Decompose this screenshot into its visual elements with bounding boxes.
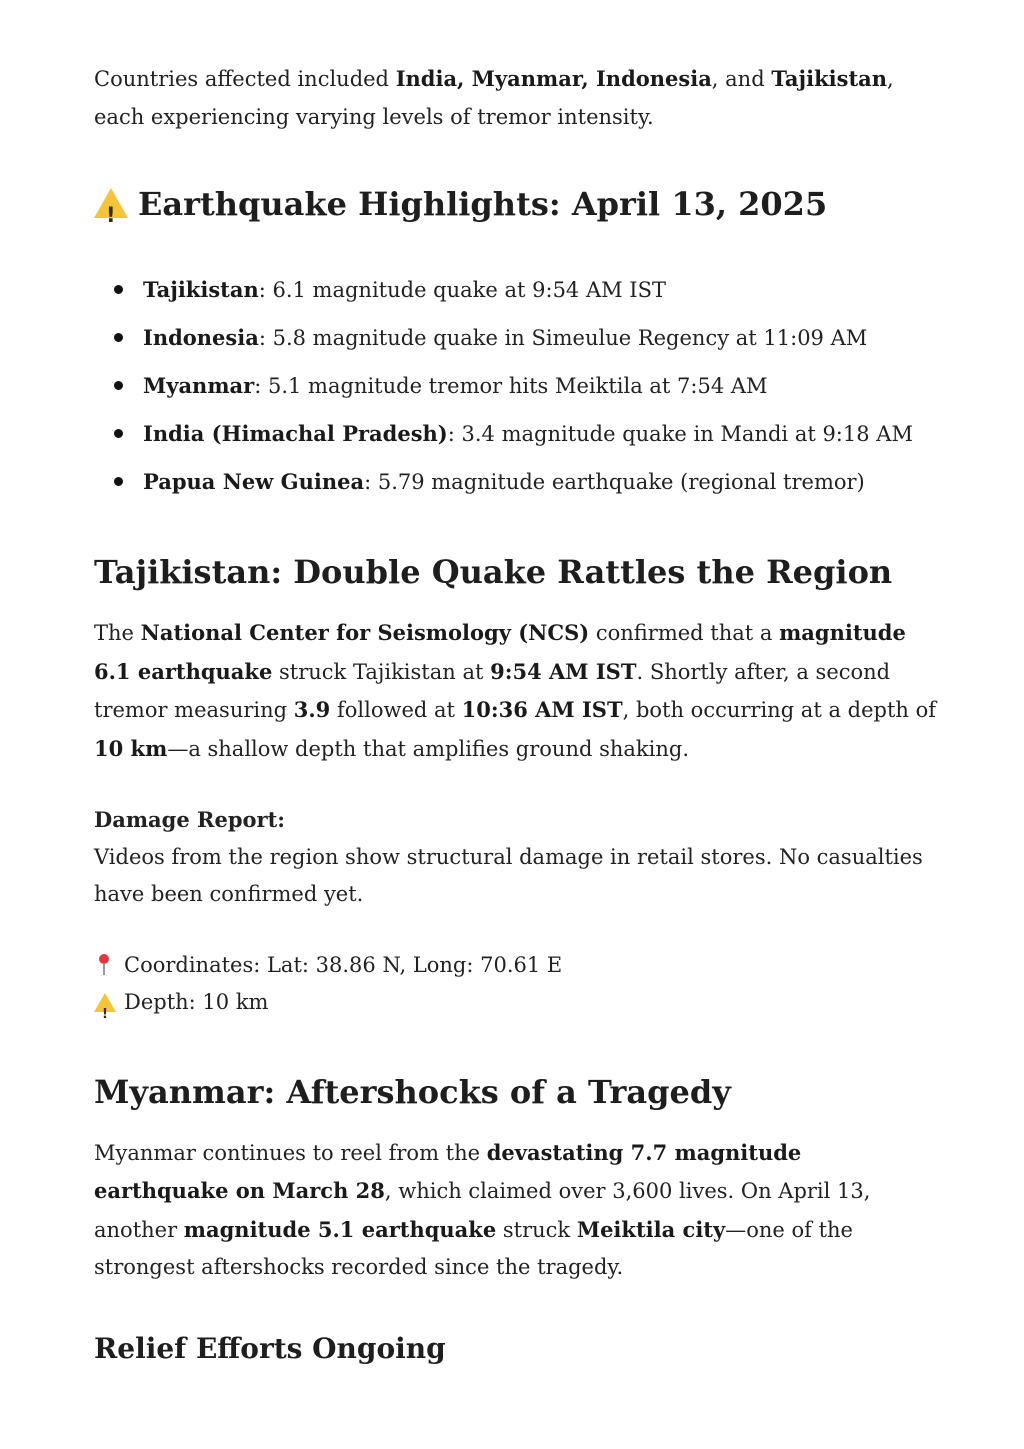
highlights-heading: ! Earthquake Highlights: April 13, 2025 xyxy=(94,182,940,226)
affected-country-tajikistan: Tajikistan xyxy=(771,66,888,91)
tajikistan-heading: Tajikistan: Double Quake Rattles the Region xyxy=(94,553,893,591)
damage-report-label: Damage Report: xyxy=(94,807,286,832)
myanmar-heading: Myanmar: Aftershocks of a Tragedy xyxy=(94,1072,731,1111)
relief-heading: Relief Efforts Ongoing xyxy=(94,1331,446,1365)
list-item: India (Himachal Pradesh): 3.4 magnitude quake in Mandi at 9:18 AM xyxy=(94,410,940,458)
affected-countries: India, Myanmar, Indonesia xyxy=(395,66,712,91)
damage-report-text: Videos from the region show structural damage in retail stores. No casualties have been confirmed yet. xyxy=(94,844,923,906)
list-item: Indonesia: 5.8 magnitude quake in Simeulue Regency at 11:09 AM xyxy=(94,314,940,362)
location-pin-icon xyxy=(94,953,114,977)
list-item: Myanmar: 5.1 magnitude tremor hits Meiktila at 7:54 AM xyxy=(94,362,940,410)
quake-details xyxy=(94,947,940,1022)
myanmar-paragraph: Myanmar continues to reel from the devastating 7.7 magnitude earthquake on March 28, which claimed over 3,600 lives. On April 13, another magnitude 5.1 earthquake struck Meiktila city—one of the strongest aftershocks recorded since the tragedy. xyxy=(94,1139,871,1279)
depth-line: ! Depth: 10 km xyxy=(94,984,940,1022)
intro-paragraph: Countries affected included India, Myanmar, Indonesia, and Tajikistan, each experiencing varying levels of tremor intensity. xyxy=(94,66,894,129)
list-item: Papua New Guinea: 5.79 magnitude earthquake (regional tremor) xyxy=(94,458,940,506)
coordinates-line: Coordinates: Lat: 38.86 N, Long: 70.61 E xyxy=(94,947,940,985)
warning-icon xyxy=(94,993,116,1012)
warning-icon xyxy=(94,188,128,218)
list-item: Tajikistan: 6.1 magnitude quake at 9:54 AM IST xyxy=(94,266,940,314)
highlights-list xyxy=(94,266,940,506)
tajikistan-paragraph: The National Center for Seismology (NCS) confirmed that a magnitude 6.1 earthquake struck Tajikistan at 9:54 AM IST. Shortly after, a second tremor measuring 3.9 followed at 10:36 AM IST, both occurring at a depth of 10 km—a shallow depth that amplifies ground shaking. xyxy=(94,620,937,761)
